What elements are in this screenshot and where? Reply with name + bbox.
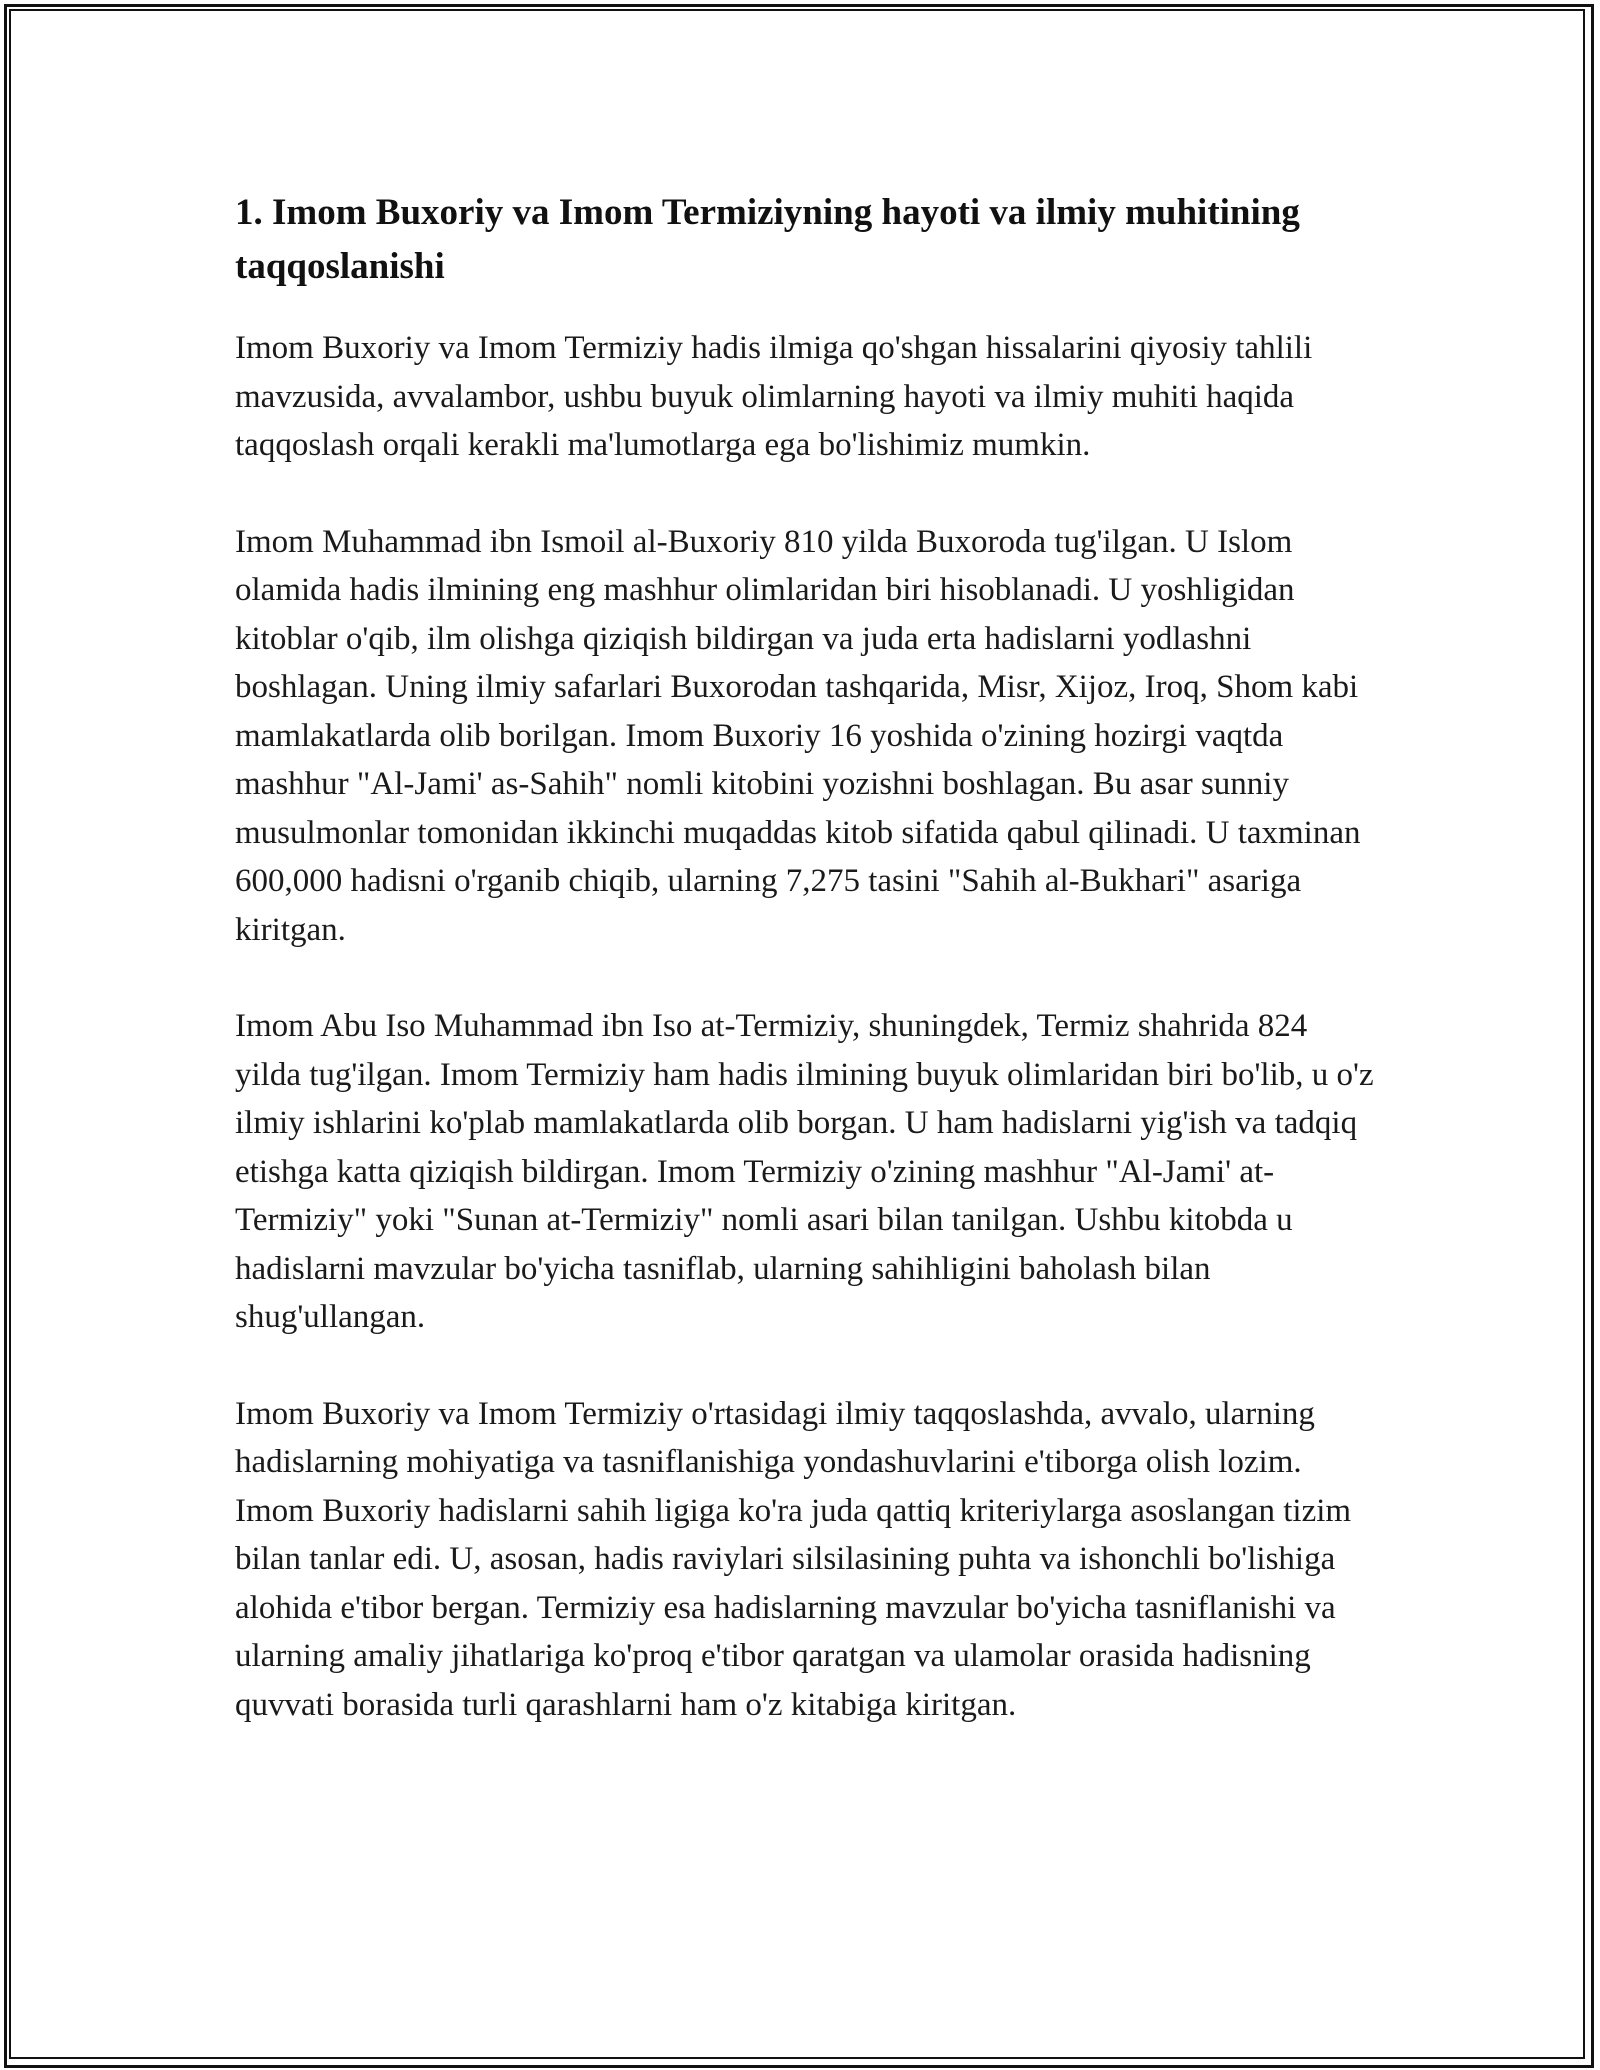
paragraph-comparison: Imom Buxoriy va Imom Termiziy o'rtasidagi ilmiy taqqoslashda, avvalo, ularning hadislarning mohiyatiga va tasniflanishiga yondashuvlarini e'tiborga olish lozim. Imom Buxoriy hadislarni sahih ligiga ko'ra juda qattiq kriteriylarga asoslangan tizim bilan tanlar edi. U, asosan, hadis raviylari silsilasining puhta va ishonchli bo'lishiga alohida e'tibor bergan. Termiziy esa hadislarning mavzular bo'yicha tasniflanishi va ularning amaliy jihatlariga ko'proq e'tibor qaratgan va ulamolar orasida hadisning quvvati borasida turli qarashlarni ham o'z kitabiga kiritgan. [235,1395,1352,1723]
paragraph-intro: Imom Buxoriy va Imom Termiziy hadis ilmiga qo'shgan hissalarini qiyosiy tahlili mavzusida, avvalambor, ushbu buyuk olimlarning hayoti va ilmiy muhiti haqida taqqoslash orqali kerakli ma'lumotlarga ega bo'lishimiz mumkin. [235,330,1313,463]
section-heading: 1. Imom Buxoriy va Imom Termiziyning hayoti va ilmiy muhitining taqqoslanishi [235,192,1300,287]
paragraph-buxoriy: Imom Muhammad ibn Ismoil al-Buxoriy 810 yilda Buxoroda tug'ilgan. U Islom olamida hadis ilmining eng mashhur olimlaridan biri hisoblanadi. U yoshligidan kitoblar o'qib, ilm olishga qiziqish bildirgan va juda erta hadislarni yodlashni boshlagan. Uning ilmiy safarlari Buxorodan tashqarida, Misr, Xijoz, Iroq, Shom kabi mamlakatlarda olib borilgan. Imom Buxoriy 16 yoshida o'zining hozirgi vaqtda mashhur "Al-Jami' as-Sahih" nomli kitobini yozishni boshlagan. Bu asar sunniy musulmonlar tomonidan ikkinchi muqaddas kitob sifatida qabul qilinadi. U taxminan 600,000 hadisni o'rganib chiqib, ularning 7,275 tasini "Sahih al-Bukhari" asariga kiritgan. [235,523,1361,948]
document-body [235,186,1375,1777]
paragraph-termiziy: Imom Abu Iso Muhammad ibn Iso at-Termiziy, shuningdek, Termiz shahrida 824 yilda tug'ilgan. Imom Termiziy ham hadis ilmining buyuk olimlaridan biri bo'lib, u o'z ilmiy ishlarini ko'plab mamlakatlarda olib borgan. U ham hadislarni yig'ish va tadqiq etishga katta qiziqish bildirgan. Imom Termiziy o'zining mashhur "Al-Jami' at-Termiziy" yoki "Sunan at-Termiziy" nomli asari bilan tanilgan. Ushbu kitobda u hadislarni mavzular bo'yicha tasniflab, ularning sahihligini baholash bilan shug'ullangan. [235,1008,1374,1335]
